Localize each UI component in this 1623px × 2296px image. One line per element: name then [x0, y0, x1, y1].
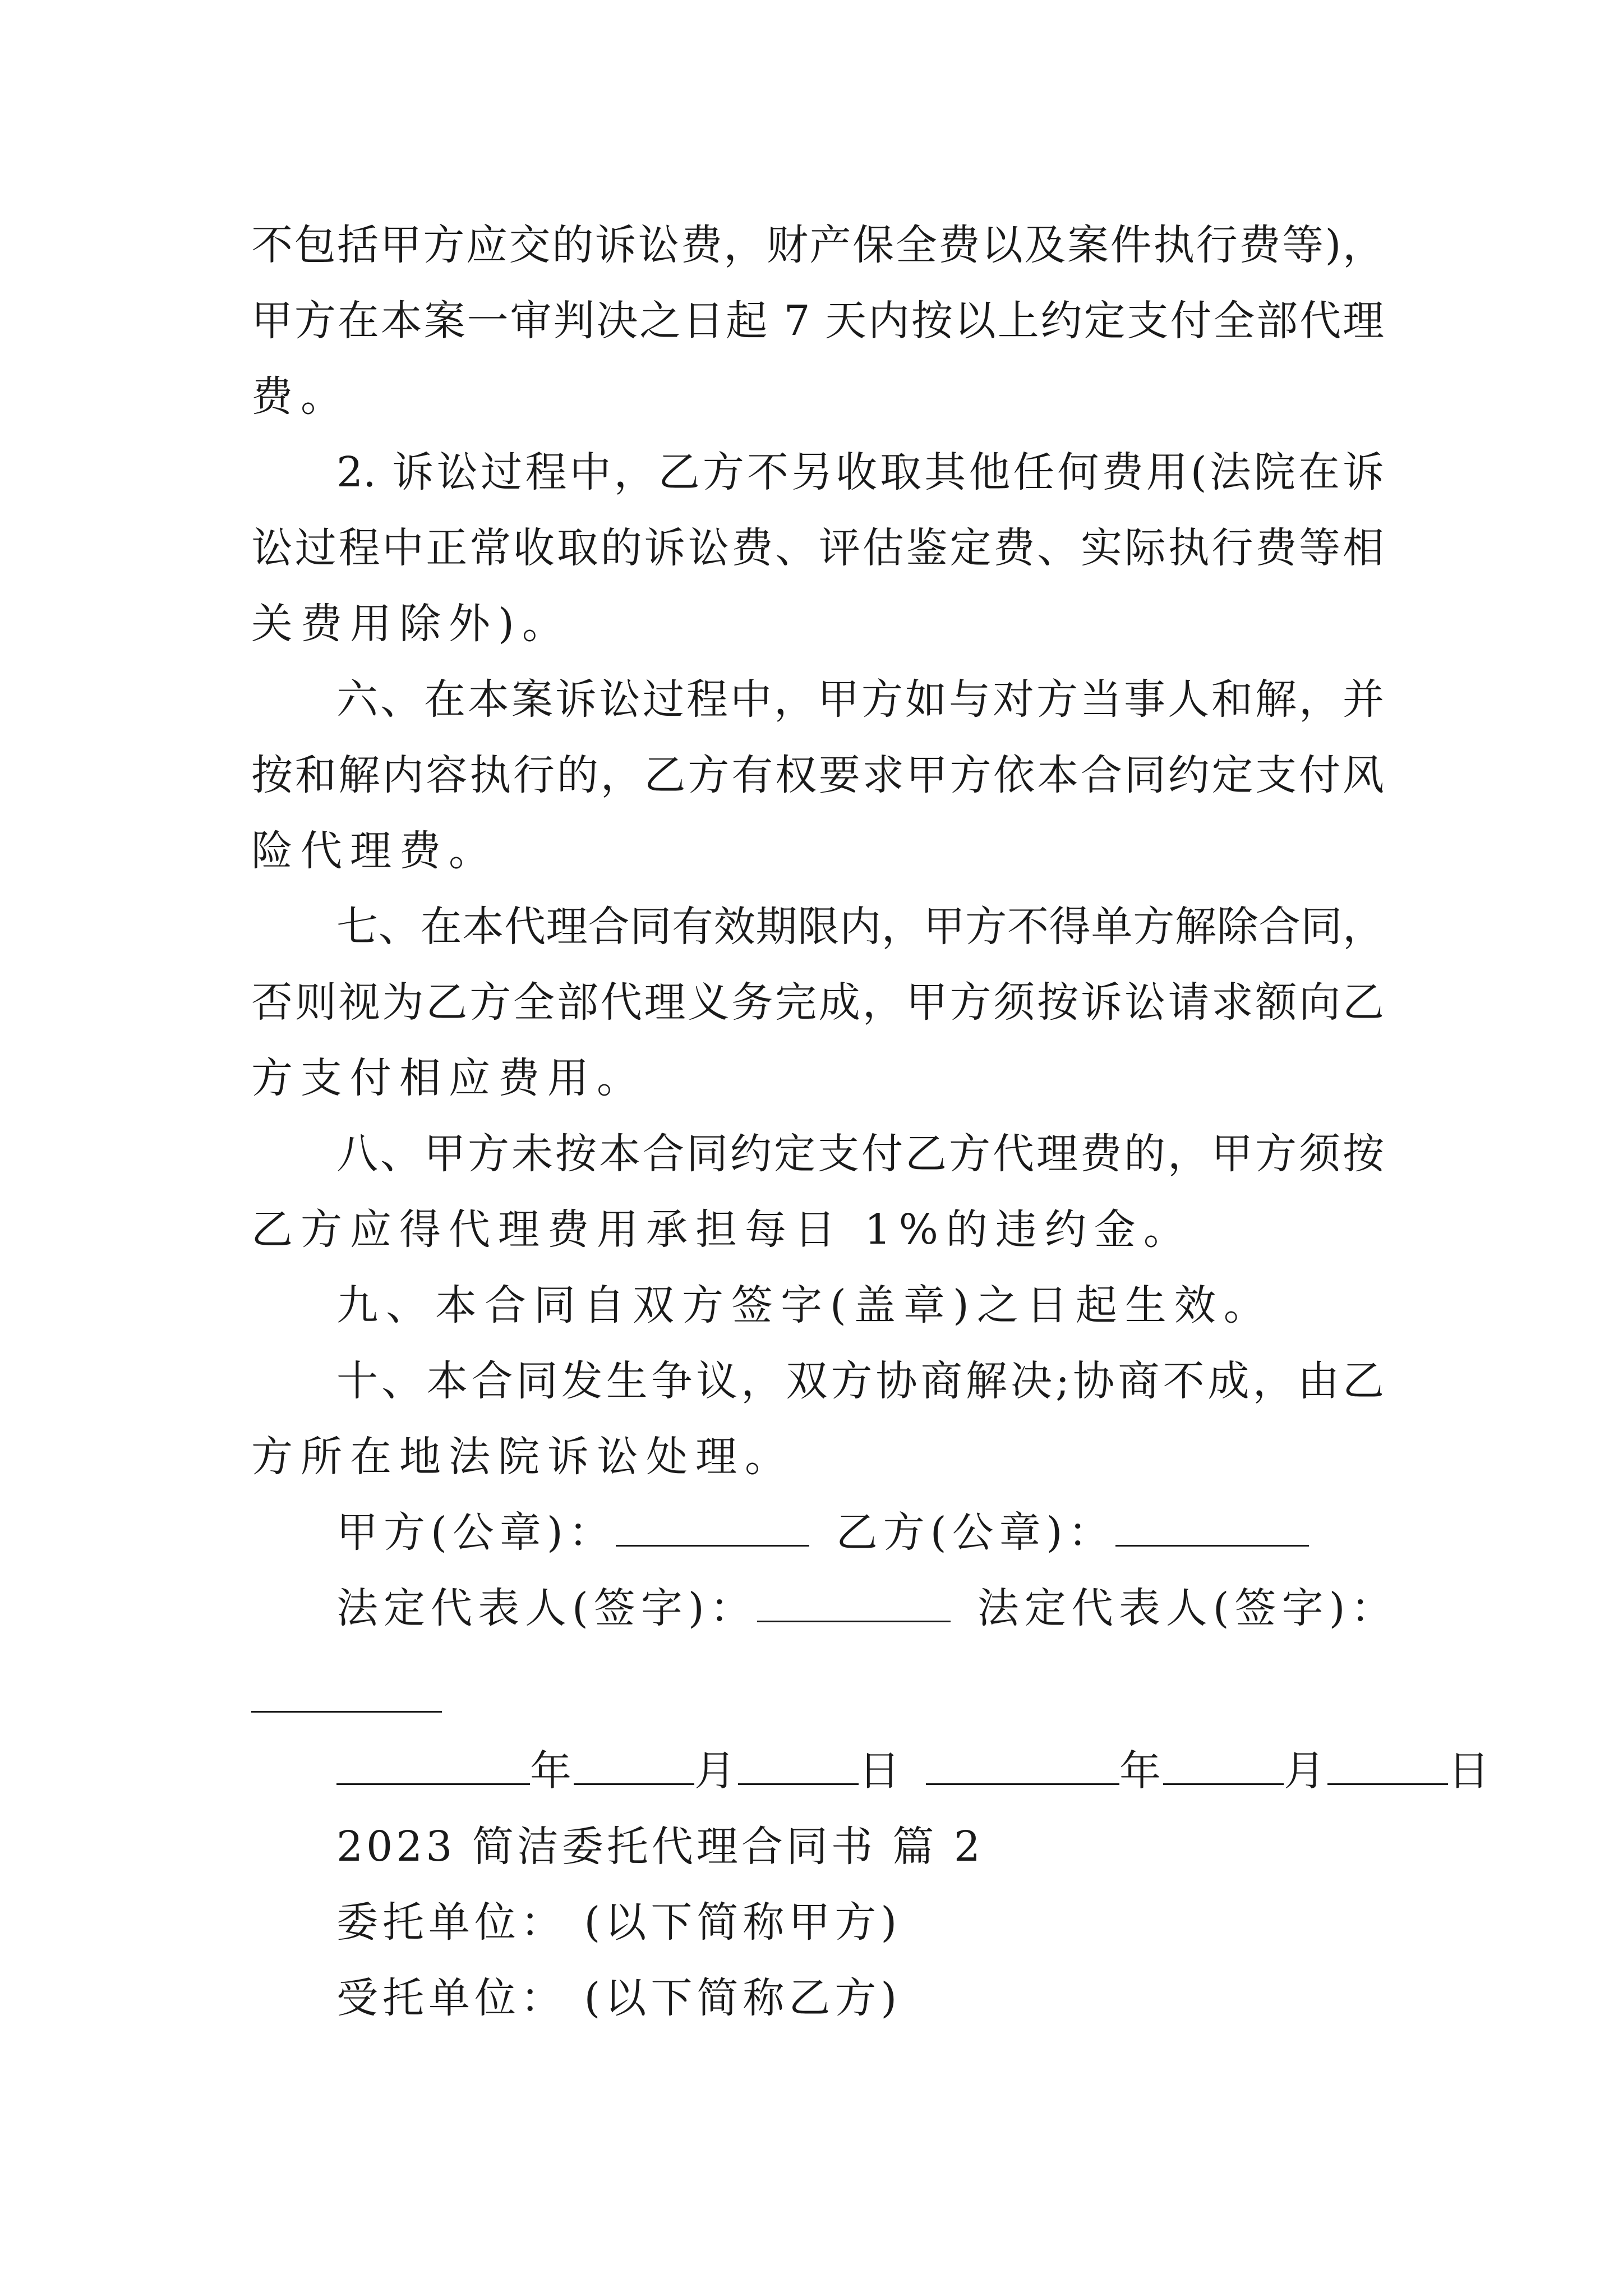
signature-line-company [336, 1507, 1309, 1558]
rep-b-blank [251, 1711, 442, 1713]
text-line: 六、在本案诉讼过程中，甲方如与对方当事人和解，并 [336, 675, 1384, 724]
party-b-seal-blank [1115, 1510, 1309, 1547]
text-line: 方所在地法院诉讼处理。 [251, 1433, 794, 1481]
signature-line-rep [336, 1583, 1398, 1634]
text-line: 十、本合同发生争议，双方协商解决;协商不成，由乙 [336, 1357, 1384, 1405]
text-line: 讼过程中正常收取的诉讼费、评估鉴定费、实际执行费等相 [251, 524, 1384, 572]
agent-line: 受托单位： (以下简称乙方) [336, 1974, 902, 2022]
party-b-seal-label: 乙方(公章)： [836, 1508, 1115, 1557]
section-title: 2023 简洁委托代理合同书 篇 2 [336, 1823, 984, 1871]
text-line: 险代理费。 [251, 827, 498, 875]
text-line: 八、甲方未按本合同约定支付乙方代理费的，甲方须按 [336, 1130, 1384, 1178]
rep-a-blank [757, 1586, 951, 1622]
text-line: 关费用除外)。 [251, 600, 571, 648]
year-b-label: 年 [1119, 1747, 1163, 1795]
month-b-blank [1163, 1749, 1284, 1785]
text-line: 按和解内容执行的，乙方有权要求甲方依本合同约定支付风 [251, 751, 1384, 799]
year-a-blank [336, 1749, 530, 1785]
month-a-label: 月 [694, 1747, 738, 1795]
text-line: 方支付相应费用。 [251, 1054, 646, 1102]
day-b-label: 日 [1448, 1747, 1492, 1795]
month-a-blank [574, 1749, 694, 1785]
text-line: 费。 [251, 372, 350, 421]
day-b-blank [1327, 1749, 1448, 1785]
text-line: 七、在本代理合同有效期限内，甲方不得单方解除合同， [336, 903, 1384, 951]
text-line: 否则视为乙方全部代理义务完成，甲方须按诉讼请求额向乙 [251, 978, 1384, 1027]
text-line: 2. 诉讼过程中，乙方不另收取其他任何费用(法院在诉 [336, 448, 1384, 496]
day-a-label: 日 [859, 1747, 902, 1795]
principal-line: 委托单位： (以下简称甲方) [336, 1898, 902, 1947]
date-line [336, 1746, 1492, 1796]
text-line: 甲方在本案一审判决之日起 7 天内按以上约定支付全部代理 [251, 297, 1384, 345]
rep-b-label: 法定代表人(签字)： [977, 1584, 1398, 1632]
text-line: 不包括甲方应交的诉讼费，财产保全费以及案件执行费等)， [251, 221, 1384, 269]
month-b-label: 月 [1284, 1747, 1327, 1795]
year-a-label: 年 [530, 1747, 574, 1795]
party-a-seal-blank [616, 1510, 809, 1547]
text-line: 九、本合同自双方签字(盖章)之日起生效。 [336, 1281, 1273, 1329]
year-b-blank [926, 1749, 1119, 1785]
rep-a-label: 法定代表人(签字)： [336, 1584, 757, 1632]
party-a-seal-label: 甲方(公章)： [336, 1508, 616, 1557]
day-a-blank [738, 1749, 859, 1785]
text-line: 乙方应得代理费用承担每日 1%的违约金。 [251, 1205, 1193, 1254]
